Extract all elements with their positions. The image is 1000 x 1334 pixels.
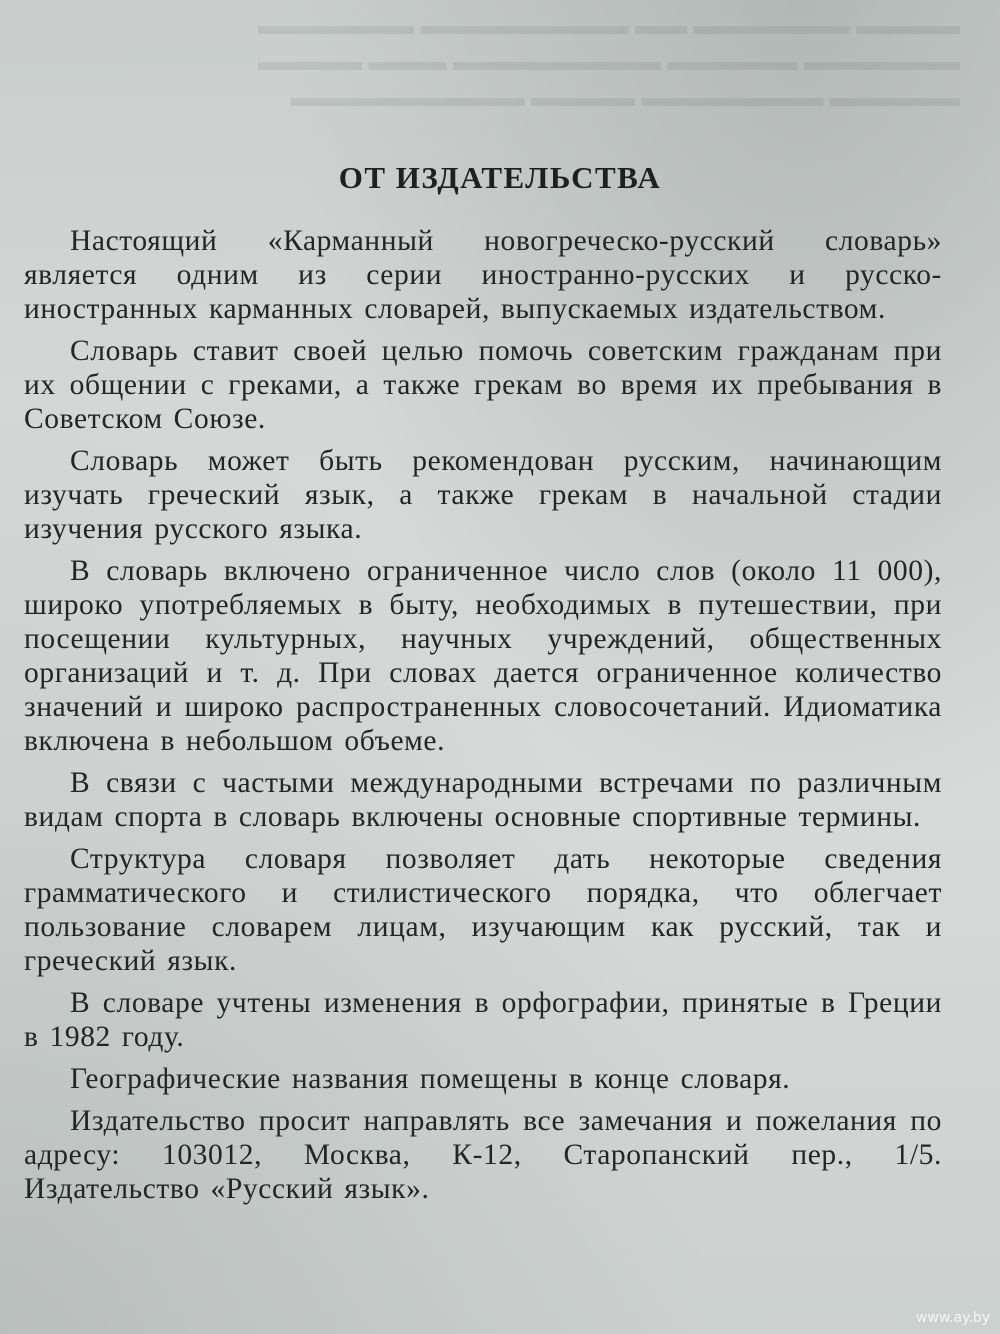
paragraph: В связи с частыми международными встречами по различным видам спорта в словарь включены основные спортивные термины. (24, 767, 942, 833)
paragraph: Словарь может быть рекомендован русским, начинающим изучать греческий язык, а также грекам в начальной стадии изучения русского языка. (24, 445, 942, 545)
paragraph: Словарь ставит своей целью помочь советским гражданам при их общении с греками, а также грекам во время их пребывания в Советском Союзе. (24, 335, 942, 435)
paragraph: Настоящий «Карманный новогреческо-русский словарь» является одним из серии иностранно-русских и русско-иностранных карманных словарей, выпускаемых издательством. (24, 225, 942, 325)
paragraph: В словаре учтены изменения в орфографии, принятые в Греции в 1982 году. (24, 987, 942, 1053)
paragraph: Издательство просит направлять все замечания и пожелания по адресу: 103012, Москва, К-12, Старопанский пер., 1/5. Издательство «Русский язык». (24, 1105, 942, 1205)
paragraph: Географические названия помещены в конце словаря. (70, 1063, 791, 1095)
site-watermark: www.ay.by (915, 1310, 990, 1326)
bleed-through-texture: ▬▬▬▬ ▬▬▬▬▬▬ ▬▬ ▬▬▬▬▬▬▬▬ ▬▬▬▬▬▬ ▬▬▬▬▬▬ ▬▬▬▬▬ ▬▬▬▬▬▬▬▬ ▬▬▬ ▬▬▬▬ ▬▬▬▬▬ ▬▬▬▬▬▬▬ ▬▬▬▬ ▬▬▬▬▬▬▬▬▬ (258, 11, 960, 112)
page-title: ОТ ИЗДАТЕЛЬСТВА (338, 160, 662, 195)
paragraph: В словарь включено ограниченное число слов (около 11 000), широко употребляемых в быту, необходимых в путешествии, при посещении культурных, научных учреждений, общественных организаций и т. д. При словах дается ограниченное количество значений и широко распространенных словосочетаний. Идиоматика включена в небольшом объеме. (24, 555, 942, 757)
body-text (24, 224, 942, 1214)
paragraph: Структура словаря позволяет дать некоторые сведения грамматического и стилистического порядка, что облегчает пользование словарем лицам, изучающим как русский, так и греческий язык. (24, 843, 942, 977)
